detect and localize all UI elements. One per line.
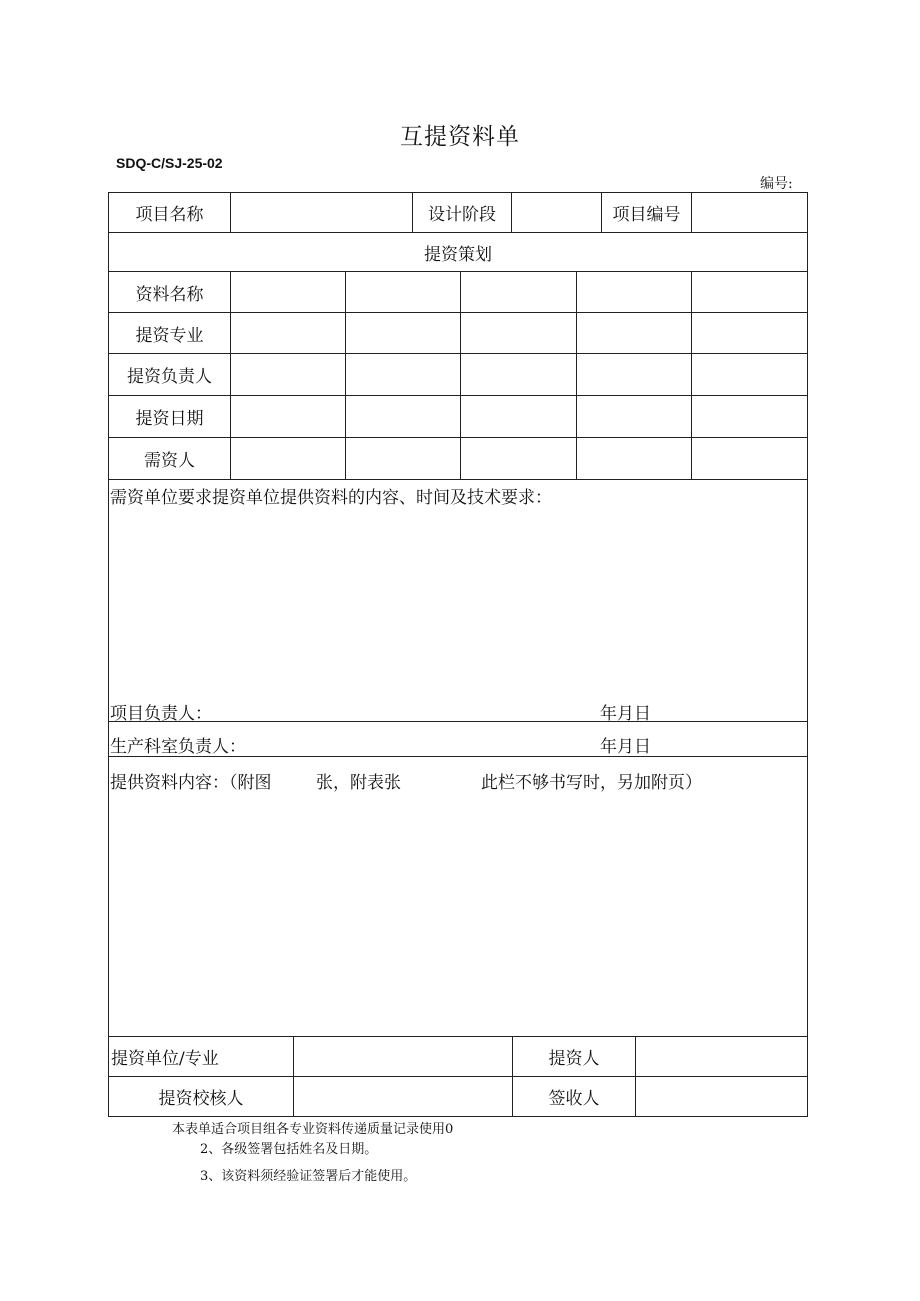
plan-cell[interactable] [576, 437, 692, 480]
provide-label-sheets: 张，附表张 [316, 773, 401, 793]
project-lead-date: 年月日 [600, 704, 651, 724]
receiver-field[interactable] [635, 1076, 808, 1117]
project-name-label: 项目名称 [108, 192, 231, 233]
document-code: SDQ-C/SJ-25-02 [116, 155, 223, 171]
plan-section-title: 提资策划 [108, 232, 808, 272]
plan-cell[interactable] [460, 395, 577, 438]
plan-cell[interactable] [345, 437, 461, 480]
plan-cell[interactable] [576, 271, 692, 313]
plan-row-label: 提资专业 [108, 312, 231, 354]
project-number-field[interactable] [691, 192, 808, 233]
request-label: 需资单位要求提资单位提供资料的内容、时间及技术要求： [110, 488, 552, 508]
plan-cell[interactable] [691, 353, 808, 396]
unit-label: 提资单位/专业 [108, 1036, 294, 1077]
request-section[interactable] [108, 479, 808, 722]
plan-cell[interactable] [576, 395, 692, 438]
design-stage-label: 设计阶段 [412, 192, 512, 233]
checker-label: 提资校核人 [108, 1076, 294, 1117]
plan-cell[interactable] [345, 271, 461, 313]
plan-cell[interactable] [576, 353, 692, 396]
number-label: 编号: [760, 176, 793, 192]
project-number-label: 项目编号 [601, 192, 692, 233]
plan-cell[interactable] [576, 312, 692, 354]
plan-row-label: 提资日期 [108, 395, 231, 438]
page-title: 互提资料单 [400, 124, 520, 150]
provide-label-note: 此栏不够书写时，另加附页） [481, 773, 702, 793]
plan-cell[interactable] [230, 353, 346, 396]
plan-cell[interactable] [345, 312, 461, 354]
office-lead-label: 生产科室负责人： [110, 737, 246, 757]
plan-cell[interactable] [691, 395, 808, 438]
plan-cell[interactable] [691, 437, 808, 480]
design-stage-field[interactable] [511, 192, 602, 233]
provide-section[interactable] [108, 756, 808, 1037]
submitter-field[interactable] [635, 1036, 808, 1077]
office-lead-date: 年月日 [600, 737, 651, 757]
plan-cell[interactable] [460, 353, 577, 396]
plan-cell[interactable] [230, 271, 346, 313]
unit-field[interactable] [293, 1036, 513, 1077]
plan-cell[interactable] [460, 271, 577, 313]
plan-cell[interactable] [460, 312, 577, 354]
plan-cell[interactable] [345, 353, 461, 396]
plan-row-label: 资料名称 [108, 271, 231, 313]
project-lead-label: 项目负责人： [110, 704, 212, 724]
plan-cell[interactable] [691, 312, 808, 354]
plan-row-label: 需资人 [108, 437, 231, 480]
note-2: 2、各级签署包括姓名及日期。 [200, 1142, 378, 1157]
checker-field[interactable] [293, 1076, 513, 1117]
plan-row-label: 提资负责人 [108, 353, 231, 396]
project-name-field[interactable] [230, 192, 413, 233]
plan-cell[interactable] [345, 395, 461, 438]
provide-label: 提供资料内容：（附图 [110, 773, 272, 793]
plan-cell[interactable] [230, 395, 346, 438]
plan-cell[interactable] [691, 271, 808, 313]
note-1: 本表单适合项目组各专业资料传递质量记录使用0 [172, 1122, 454, 1137]
submitter-label: 提资人 [512, 1036, 636, 1077]
plan-cell[interactable] [230, 437, 346, 480]
receiver-label: 签收人 [512, 1076, 636, 1117]
plan-cell[interactable] [230, 312, 346, 354]
plan-cell[interactable] [460, 437, 577, 480]
note-3: 3、该资料须经验证签署后才能使用。 [200, 1169, 417, 1184]
